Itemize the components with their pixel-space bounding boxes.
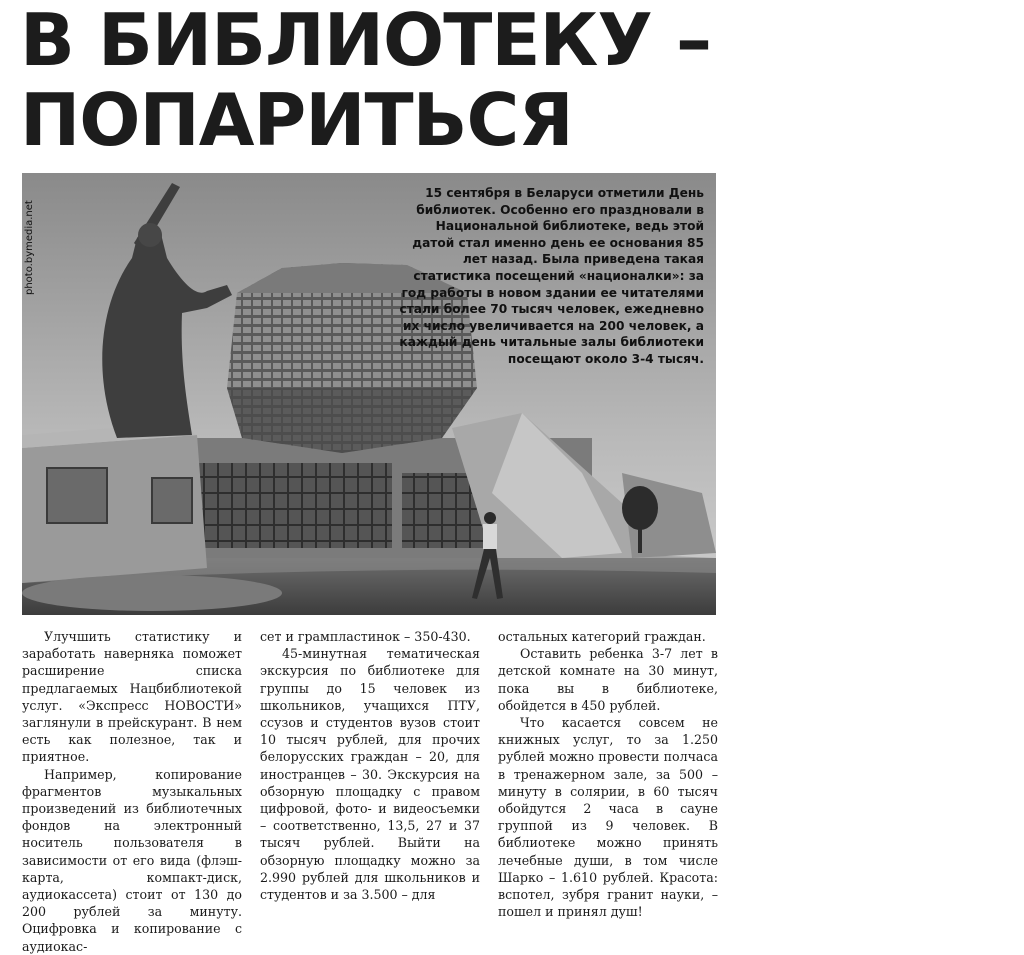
paragraph: 45-минутная тематическая экскурсия по библиотеке для группы до 15 человек из школьников, учащихся ПТУ, ссузов и студентов вузов стоит 10 тысяч рублей, для прочих белорусских граждан – 20, для иностранцев – 30. Экскурсия на обзорную площадку с правом цифровой, фото- и видеосъемки – соответственно, 13,5, 27 и 37 тысяч рублей. Выйти на обзорную площадку можно за 2.990 рублей для школьников и студентов и за 3.500 – для <box>260 646 480 903</box>
photo-credit: photo.bymedia.net <box>24 200 35 295</box>
article-body <box>22 628 718 954</box>
column-3 <box>498 628 718 920</box>
paragraph: Оставить ребенка 3-7 лет в детской комнате на 30 минут, пока вы в библиотеке, обойдется в 450 рублей. <box>498 646 718 713</box>
lead-paragraph: 15 сентября в Беларуси отметили День библиотек. Особенно его праздновали в Национальной библиотеке, ведь этой датой стал именно день ее основания 85 лет назад. Была приведена такая статистика посещений «националки»: за год работы в новом здании ее читателями стали более 70 тысяч человек, ежедневно их число увеличивается на 200 человек, а каждый день читальные залы библиотеки посещают около 3-4 тысяч. <box>399 186 704 366</box>
column-1 <box>22 628 242 954</box>
paragraph: сет и грампластинок – 350-430. <box>260 629 471 644</box>
headline-line-1: В БИБЛИОТЕКУ – <box>20 0 711 82</box>
headline <box>20 0 720 160</box>
paragraph: остальных категорий граждан. <box>498 629 706 644</box>
paragraph: Например, копирование фрагментов музыкальных произведений из библиотечных фондов на электронный носитель пользователя в зависимости от его вида (флэш-карта, компакт-диск, аудиокассета) стоит от 130 до 200 рублей за минуту. Оцифровка и копирование с аудиокас- <box>22 766 242 954</box>
library-photo <box>22 173 716 615</box>
column-2 <box>260 628 480 903</box>
headline-line-2: ПОПАРИТЬСЯ <box>20 78 573 162</box>
paragraph: Улучшить статистику и заработать наверняка поможет расширение списка предлагаемых Нацбиблиотекой услуг. «Экспресс НОВОСТИ» заглянули в прейскурант. В нем есть как полезное, так и приятное. <box>22 629 242 765</box>
paragraph: Что касается совсем не книжных услуг, то за 1.250 рублей можно провести полчаса в тренажерном зале, за 500 – минуту в солярии, в 60 тысяч обойдутся 2 часа в сауне группой из 9 человек. В библиотеке можно принять лечебные души, в том числе Шарко – 1.610 рублей. Красота: вспотел, зубря гранит науки, – пошел и принял душ! <box>498 715 718 920</box>
